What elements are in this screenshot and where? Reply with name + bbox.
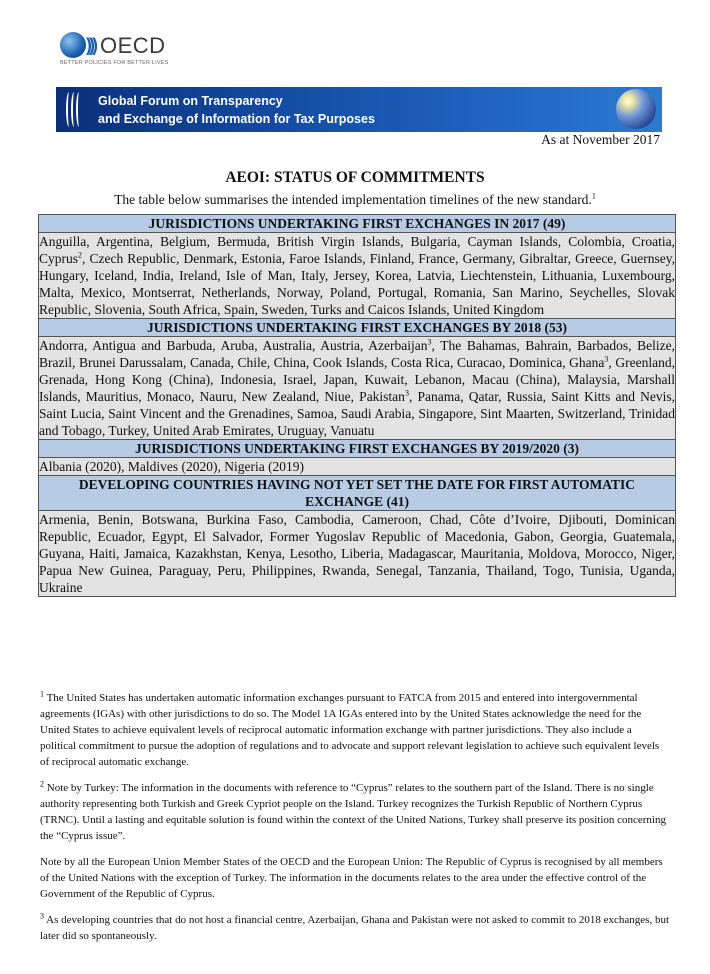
footnote-ref: 3 — [427, 337, 432, 347]
section-heading-2018: JURISDICTIONS UNDERTAKING FIRST EXCHANGES BY 2018 (53) — [39, 319, 676, 337]
section-list-2017 — [39, 233, 676, 319]
section-heading-developing: DEVELOPING COUNTRIES HAVING NOT YET SET THE DATE FOR FIRST AUTOMATIC EXCHANGE (41) — [39, 476, 676, 511]
footnote-text: Note by Turkey: The information in the documents with reference to “Cyprus” relates to the southern part of the Island. There is no single authority representing both Turkish and Greek Cypriot people on the Island. Turkey recognizes the Turkish Republic of Northern Cyprus (TRNC). Until a lasting and equitable solution is found within the context of the United Nations, Turkey shall preserve its position concerning the “Cyprus issue”. — [40, 782, 666, 842]
banner-line-2: and Exchange of Information for Tax Purposes — [98, 112, 375, 126]
footnote-2 — [40, 780, 670, 844]
footnote-3 — [40, 912, 670, 944]
list-text: , The Bahamas, Bahrain, Barbados, Belize, Brazil, Brunei Darussalam, Canada, Chile, China, Cook Islands, Costa Rica, Curacao, Dominica, Ghana — [39, 338, 675, 370]
list-text: Andorra, Antigua and Barbuda, Aruba, Australia, Austria, Azerbaijan — [39, 338, 428, 353]
footnote-marker: 1 — [40, 689, 44, 699]
section-list-2019-2020 — [39, 458, 676, 476]
footnote-1 — [40, 690, 670, 770]
list-text: Armenia, Benin, Botswana, Burkina Faso, Cambodia, Cameroon, Chad, Côte d’Ivoire, Djibouti, Dominican Republic, Ecuador, Egypt, El Salvador, Former Yugoslav Republic of Macedonia, Gabon, Georgia, Guatemala, Guyana, Haiti, Jamaica, Kazakhstan, Kenya, Lesotho, Liberia, Madagascar, Mauritania, Moldova, Morocco, Niger, Papua New Guinea, Paraguay, Peru, Philippines, Rwanda, Senegal, Tanzania, Thailand, Togo, Tunisia, Uganda, Ukraine — [39, 512, 675, 595]
list-text: , Greenland, Grenada, Hong Kong (China), Indonesia, Israel, Japan, Kuwait, Lebanon, Macau (China), Malaysia, Marshall Islands, Mauritius, Monaco, Nauru, New Zealand, Niue, Pakistan — [39, 355, 675, 404]
footnote-text: As developing countries that do not host a financial centre, Azerbaijan, Ghana and Pakistan were not asked to commit to 2018 exchanges, but later did so spontaneously. — [40, 914, 670, 942]
section-list-2018 — [39, 337, 676, 440]
oecd-logo-tagline: BETTER POLICIES FOR BETTER LIVES — [60, 60, 169, 66]
footnote-text: The United States has undertaken automatic information exchanges pursuant to FATCA from 2015 and entered into intergovernmental agreements (IGAs) with other jurisdictions to do so. The Model 1A IGAs entered into by the United States acknowledge the need for the United States to achieve equivalent levels of reciprocal automatic information exchange with partner jurisdictions. They also include a political commitment to pursue the adoption of regulations and to advocate and support relevant legislation to achieve such equivalent levels of reciprocal automatic exchange. — [40, 692, 660, 768]
intro-sentence: The table below summarises the intended implementation timelines of the new standard. — [114, 192, 592, 207]
oecd-arcs-icon: ))) — [86, 35, 95, 55]
global-forum-banner — [56, 87, 662, 132]
footnote-ref: 2 — [78, 250, 83, 260]
banner-line-1: Global Forum on Transparency — [98, 94, 283, 108]
footnote-marker: 2 — [40, 779, 44, 789]
page-title: AEOI: STATUS OF COMMITMENTS — [225, 169, 485, 186]
intro-text — [0, 192, 710, 208]
footnotes — [40, 690, 670, 954]
footnote-ref: 3 — [604, 354, 609, 364]
intro-footnote-ref: 1 — [591, 191, 596, 201]
list-text: , Panama, Qatar, Russia, Saint Kitts and Nevis, Saint Lucia, Saint Vincent and the Grenadines, Samoa, Saudi Arabia, Singapore, Sint Maarten, Switzerland, Trinidad and Tobago, Turkey, United Arab Emirates, Uruguay, Vanuatu — [39, 389, 675, 438]
list-text: Albania (2020), Maldives (2020), Nigeria (2019) — [39, 459, 305, 474]
oecd-logo — [60, 32, 200, 68]
list-text: , Czech Republic, Denmark, Estonia, Faroe Islands, Finland, France, Germany, Gibraltar, Greece, Guernsey, Hungary, Iceland, India, Ireland, Isle of Man, Italy, Jersey, Korea, Latvia, Liechtenstein, Lithuania, Luxembourg, Malta, Mexico, Montserrat, Netherlands, Norway, Poland, Portugal, Romania, San Marino, Seychelles, Slovak Republic, Slovenia, South Africa, Spain, Sweden, Turks and Caicos Islands, United Kingdom — [39, 251, 675, 317]
section-list-developing — [39, 511, 676, 597]
footnote-ref: 3 — [404, 388, 409, 398]
as-at-date: As at November 2017 — [541, 132, 660, 147]
oecd-globe-icon — [60, 32, 86, 58]
footnote-marker: 3 — [40, 911, 44, 921]
commitments-table — [38, 214, 676, 597]
banner-mark-icon — [66, 92, 82, 127]
oecd-logo-name: OECD — [100, 33, 166, 58]
banner-globe-icon — [616, 89, 656, 129]
section-heading-2017: JURISDICTIONS UNDERTAKING FIRST EXCHANGES IN 2017 (49) — [39, 215, 676, 233]
footnote-eu-note — [40, 854, 670, 902]
list-text: Anguilla, Argentina, Belgium, Bermuda, British Virgin Islands, Bulgaria, Cayman Islands, Colombia, Croatia, Cyprus — [39, 234, 675, 266]
section-heading-2019-2020: JURISDICTIONS UNDERTAKING FIRST EXCHANGES BY 2019/2020 (3) — [39, 440, 676, 458]
footnote-text: Note by all the European Union Member States of the OECD and the European Union: The Republic of Cyprus is recognised by all members of the United Nations with the exception of Turkey. The information in the documents relates to the area under the effective control of the Government of the Republic of Cyprus. — [40, 856, 663, 900]
